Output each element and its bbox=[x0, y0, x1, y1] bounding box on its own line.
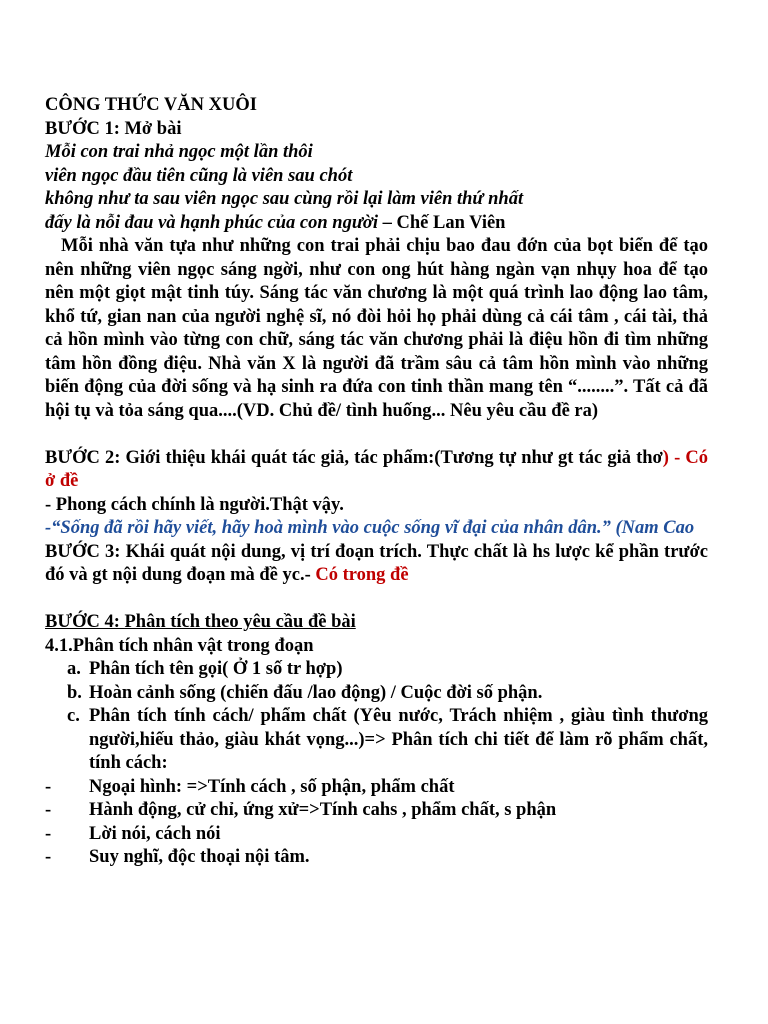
analysis-list bbox=[45, 658, 708, 776]
nam-cao-quote: -“Sống đã rồi hãy viết, hãy hoà mình vào cuộc sống vĩ đại của nhân dân.” (Nam Cao bbox=[45, 518, 695, 538]
poem-line-3: không như ta sau viên ngọc sau cùng rồi lại làm viên thứ nhất bbox=[45, 189, 524, 209]
step2-heading-note: ) - Có ở đề bbox=[45, 447, 708, 491]
poem-line-1: Mỗi con trai nhả ngọc một lần thôi bbox=[45, 142, 313, 162]
poem-line-4 bbox=[45, 212, 708, 236]
list-item: c. Phân tích tính cách/ phẩm chất (Yêu nước, Trách nhiệm , giàu tình thương người,hiếu thảo, giàu khát vọng...)=> Phân tích chi tiết để làm rõ phẩm chất, tính cách: bbox=[67, 706, 708, 773]
detail-list bbox=[45, 776, 708, 870]
document-title: CÔNG THỨC VĂN XUÔI bbox=[45, 95, 257, 115]
step2-line: - Phong cách chính là người.Thật vậy. bbox=[45, 494, 344, 515]
list-item: b. Hoàn cảnh sống (chiến đấu /lao động) / Cuộc đời số phận. bbox=[67, 682, 543, 703]
step1-heading: BƯỚC 1: Mở bài bbox=[45, 118, 182, 139]
poem-line-4-text: đấy là nỗi đau và hạnh phúc của con người bbox=[45, 212, 378, 233]
step1-paragraph: Mỗi nhà văn tựa như những con trai phải chịu bao đau đớn của bọt biển để tạo nên những viên ngọc sáng ngời, như con ong hút hàng ngàn vạn nhụy hoa để tạo nên một giọt mật tinh túy. Sáng tác văn chương là một quá trình lao động lao tâm, khổ tứ, gian nan của người nghệ sĩ, nó đòi hỏi họ phải dùng cả cái tâm , cái tài, thả cả hồn mình vào từng con chữ, sáng tác văn chương phải là điệu hồn đi tìm những tâm hồn đồng điệu. Nhà văn X là người đã trầm sâu cả tâm hồn mình vào những biến động của đời sống và hạ sinh ra đứa con tinh thần mang tên “........”. Tất cả đã hội tụ và tỏa sáng qua....(VD. Chủ đề/ tình huống... Nêu yêu cầu đề ra) bbox=[45, 236, 708, 421]
step4-subheading: 4.1.Phân tích nhân vật trong đoạn bbox=[45, 635, 314, 656]
spacer bbox=[45, 423, 708, 447]
list-item: - Hành động, cử chỉ, ứng xử=>Tính cahs , phẩm chất, s phận bbox=[45, 800, 557, 820]
poem-line-2: viên ngọc đầu tiên cũng là viên sau chót bbox=[45, 165, 353, 186]
step2-heading bbox=[45, 447, 708, 494]
list-item: - Ngoại hình: =>Tính cách , số phận, phẩm chất bbox=[45, 776, 455, 797]
step2-heading-text: BƯỚC 2: Giới thiệu khái quát tác giả, tác phẩm:(Tương tự như gt tác giả thơ bbox=[45, 447, 663, 468]
list-item: a. Phân tích tên gọi( Ở 1 số tr hợp) bbox=[67, 659, 343, 679]
poem-author: – Chế Lan Viên bbox=[378, 212, 506, 233]
list-item: - Lời nói, cách nói bbox=[45, 823, 221, 844]
step3-heading-text: BƯỚC 3: Khái quát nội dung, vị trí đoạn trích. Thực chất là hs lược kể phần trước đó và gt nội dung đoạn mà đề yc.- bbox=[45, 541, 708, 585]
step4-heading: BƯỚC 4: Phân tích theo yêu cầu đề bài bbox=[45, 612, 356, 632]
step3-heading bbox=[45, 541, 708, 588]
step3-heading-note: Có trong đề bbox=[315, 565, 409, 585]
list-item: - Suy nghĩ, độc thoại nội tâm. bbox=[45, 847, 310, 867]
spacer bbox=[45, 588, 708, 612]
